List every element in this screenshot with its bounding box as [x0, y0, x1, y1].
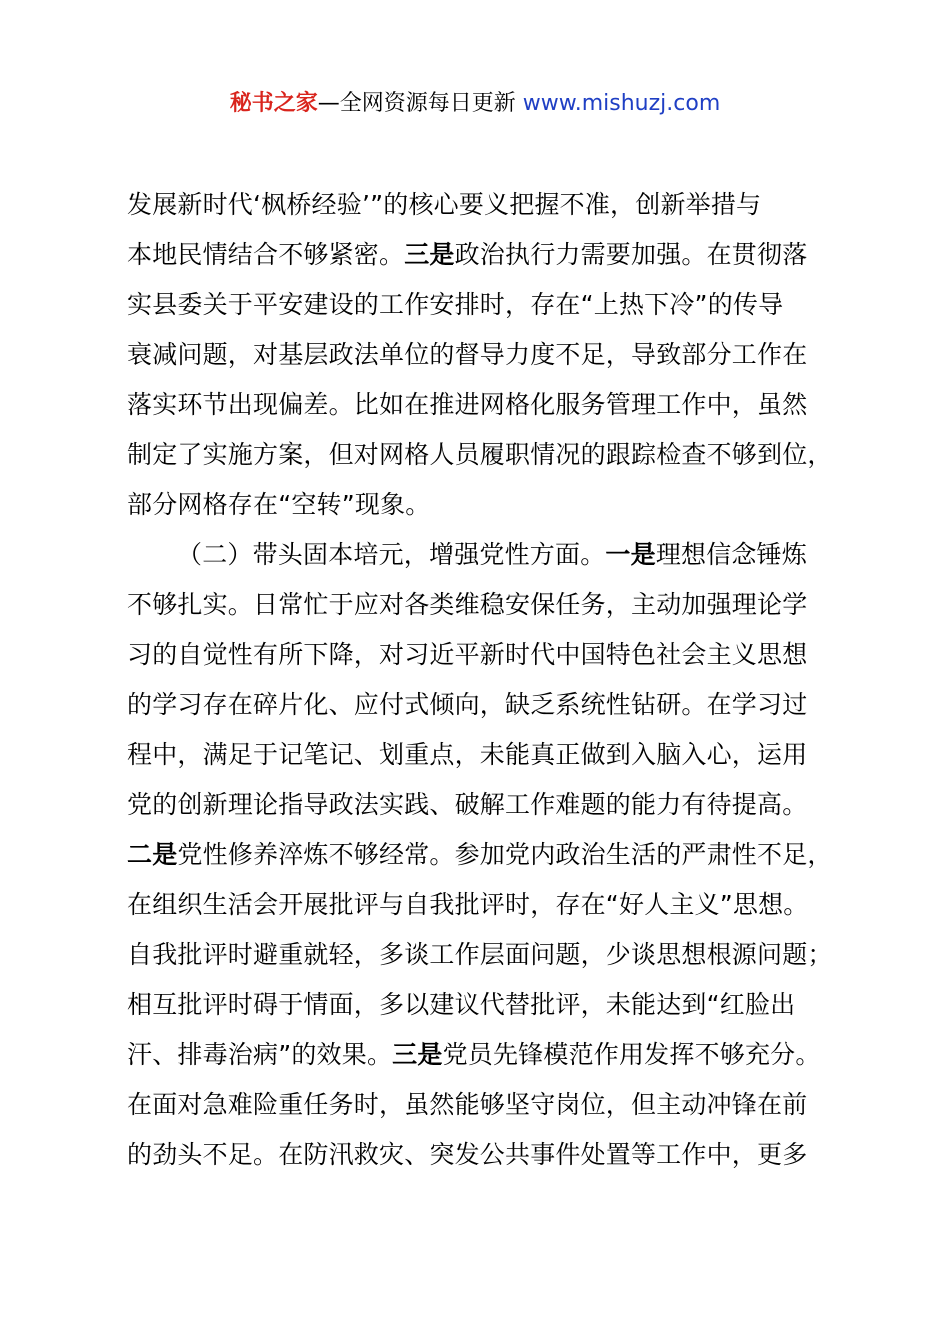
bold-marker: 二是 — [127, 840, 178, 869]
text-line — [127, 330, 857, 380]
text-segment: 发展新时代‘枫桥经验’”的核心要义把握不准，创新举措与 — [127, 190, 762, 219]
text-segment: 在组织生活会开展批评与自我批评时，存在“好人主义”思想。 — [127, 890, 809, 919]
text-line — [127, 580, 857, 630]
site-url-link[interactable]: www.mishuzj.com — [522, 91, 721, 116]
text-segment: 党员先锋模范作用发挥不够充分。 — [442, 1040, 821, 1069]
text-segment: 党性修养淬炼不够经常。参加党内政治生活的严肃性不足， — [177, 840, 833, 869]
brand-name: 秘书之家 — [229, 91, 318, 116]
header-slogan: —全网资源每日更新 — [317, 91, 523, 116]
document-body — [127, 180, 857, 1180]
text-segment: 实县委关于平安建设的工作安排时，存在“上热下冷”的传导 — [127, 290, 784, 319]
text-line — [127, 480, 857, 530]
text-line — [127, 1030, 857, 1080]
text-segment: 程中，满足于记笔记、划重点，未能真正做到入脑入心，运用 — [127, 740, 808, 769]
text-line — [127, 230, 857, 280]
text-line — [127, 830, 857, 880]
text-segment: 理想信念锤炼 — [655, 540, 808, 569]
text-segment: 党的创新理论指导政法实践、破解工作难题的能力有待提高。 — [127, 790, 808, 819]
text-line — [127, 780, 857, 830]
text-segment: 落实环节出现偏差。比如在推进网格化服务管理工作中，虽然 — [127, 390, 808, 419]
text-segment: 部分网格存在“空转”现象。 — [127, 490, 431, 519]
text-segment: 汗、排毒治病”的效果。 — [127, 1040, 393, 1069]
bold-marker: 三是 — [404, 240, 455, 269]
text-segment: 本地民情结合不够紧密。 — [127, 240, 405, 269]
text-segment: 在面对急难险重任务时，虽然能够坚守岗位，但主动冲锋在前 — [127, 1090, 808, 1119]
text-line — [127, 380, 857, 430]
text-segment: 习的自觉性有所下降，对习近平新时代中国特色社会主义思想 — [127, 640, 808, 669]
text-segment: （二）带头固本培元，增强党性方面。 — [177, 540, 606, 569]
text-line — [127, 680, 857, 730]
text-line — [127, 280, 857, 330]
text-segment: 的劲头不足。在防汛救灾、突发公共事件处置等工作中，更多 — [127, 1140, 808, 1169]
text-line — [127, 930, 857, 980]
text-line — [127, 980, 857, 1030]
text-line — [127, 180, 857, 230]
text-line — [127, 730, 857, 780]
text-line — [127, 1130, 857, 1180]
text-segment: 制定了实施方案，但对网格人员履职情况的跟踪检查不够到位， — [127, 440, 833, 469]
text-segment: 政治执行力需要加强。在贯彻落 — [454, 240, 808, 269]
text-line — [127, 1080, 857, 1130]
text-line — [127, 430, 857, 480]
bold-marker: 三是 — [392, 1040, 443, 1069]
text-segment: 自我批评时避重就轻，多谈工作层面问题，少谈思想根源问题； — [127, 940, 833, 969]
bold-marker: 一是 — [605, 540, 656, 569]
text-segment: 不够扎实。日常忙于应对各类维稳安保任务，主动加强理论学 — [127, 590, 808, 619]
text-line — [127, 880, 857, 930]
text-line — [127, 630, 857, 680]
text-line — [127, 530, 857, 580]
text-segment: 衰减问题，对基层政法单位的督导力度不足，导致部分工作在 — [127, 340, 808, 369]
text-segment: 相互批评时碍于情面，多以建议代替批评，未能达到“红脸出 — [127, 990, 796, 1019]
text-segment: 的学习存在碎片化、应付式倾向，缺乏系统性钻研。在学习过 — [127, 690, 808, 719]
page-header — [0, 88, 950, 120]
